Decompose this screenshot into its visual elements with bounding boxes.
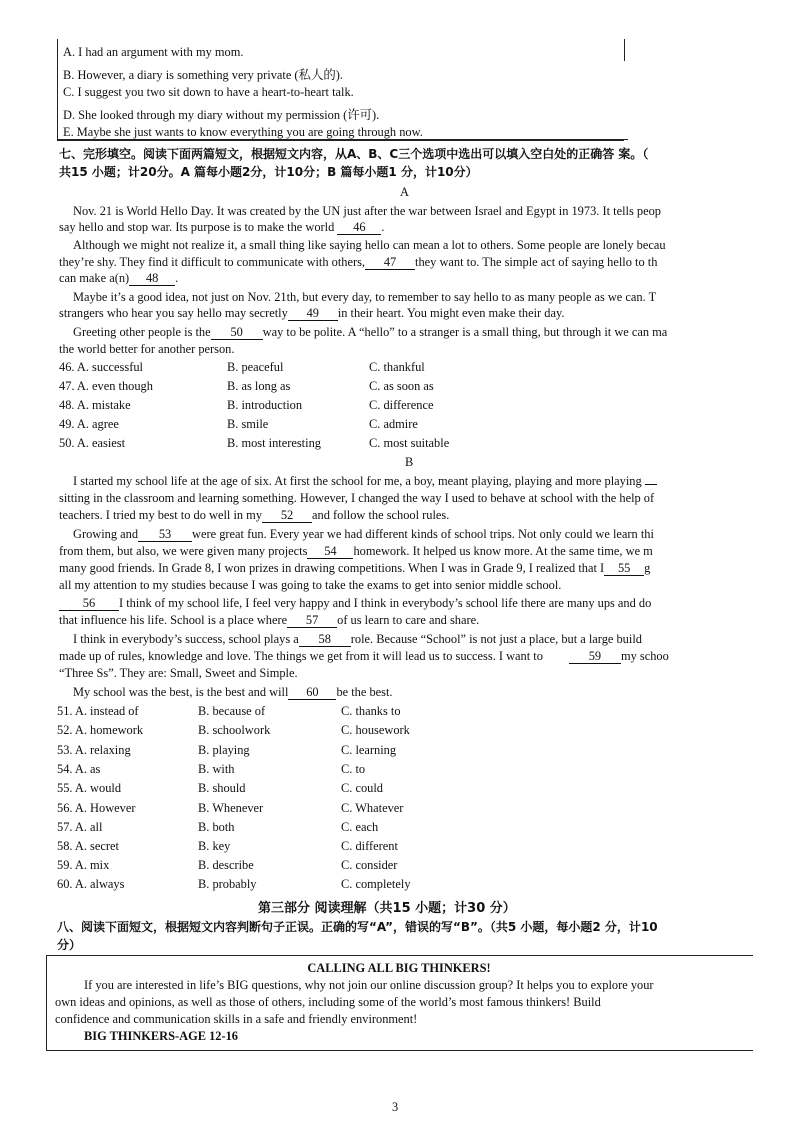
option-c: C. thanks to	[341, 704, 401, 718]
blank-46[interactable]: 46	[337, 221, 381, 235]
option-c: C. learning	[341, 743, 397, 757]
option-number: 54. A. as	[57, 762, 101, 776]
option-c: C. Whatever	[341, 801, 404, 815]
part3-title: 第三部分 阅读理解（共15 小题；计30 分）	[258, 901, 516, 916]
blank-49[interactable]: 49	[288, 307, 338, 321]
paragraph-line: I think in everybody’s success, school plays a 58 role. Because “School” is not just a place, but a large build	[73, 632, 642, 646]
option-b: B. probably	[198, 877, 257, 891]
paragraph-line: from them, but also, we were given many projects 54 homework. It helped us know more. At the same time, we m	[59, 544, 653, 558]
option-number: 58. A. secret	[57, 839, 119, 853]
blank-60[interactable]: 60	[288, 686, 336, 700]
notice-line: If you are interested in life’s BIG questions, why not join our online discussion group? It helps you to explore your	[84, 978, 654, 992]
option-c: C. could	[341, 781, 383, 795]
option-number: 48. A. mistake	[59, 398, 131, 412]
blank-59[interactable]: 59	[569, 650, 621, 664]
option-b: B. describe	[198, 858, 254, 872]
notice-subtitle: BIG THINKERS-AGE 12-16	[84, 1029, 238, 1043]
box-option-a: A. I had an argument with my mom.	[63, 45, 244, 59]
blank-47[interactable]: 47	[365, 256, 415, 270]
option-c: C. most suitable	[369, 436, 450, 450]
passage-b-label: B	[405, 455, 414, 469]
option-number: 46. A. successful	[59, 360, 143, 374]
option-c: C. to	[341, 762, 366, 776]
blank-50[interactable]: 50	[211, 326, 263, 340]
paragraph-line: I started my school life at the age of six. At first the school for me, a boy, meant playing, playing and more playing	[59, 473, 749, 489]
section7-heading: 七、完形填空。阅读下面两篇短文，根据短文内容，从A、B、C三个选项中选出可以填入空白处的正确答 案。（	[59, 147, 649, 161]
option-c: C. completely	[341, 877, 411, 891]
paragraph-line: can make a(n) 48 .	[59, 271, 179, 285]
paragraph-line: Growing and 53 were great fun. Every year we had different kinds of school trips. Not only could we learn thi	[73, 527, 654, 541]
option-b: B. both	[198, 820, 235, 834]
option-number: 59. A. mix	[57, 858, 110, 872]
option-c: C. as soon as	[369, 379, 434, 393]
option-b: B. smile	[227, 417, 269, 431]
option-c: C. each	[341, 820, 379, 834]
paragraph-line: say hello and stop war. Its purpose is to make the world 46 .	[59, 220, 385, 234]
blank-51[interactable]	[645, 484, 657, 485]
notice-line: own ideas and opinions, as well as those of others, including some of the world’s most famous thinkers! Build	[55, 995, 601, 1009]
option-b: B. introduction	[227, 398, 303, 412]
option-c: C. admire	[369, 417, 418, 431]
option-number: 56. A. However	[57, 801, 136, 815]
paragraph-line: that influence his life. School is a place where 57 of us learn to care and share.	[59, 613, 480, 627]
option-number: 51. A. instead of	[57, 704, 139, 718]
paragraph-line: they’re shy. They find it difficult to communicate with others, 47 they want to. The simple act of saying hello to th	[59, 255, 658, 269]
option-number: 49. A. agree	[59, 417, 119, 431]
section8-heading-2: 分）	[57, 938, 82, 952]
box-option-e: E. Maybe she just wants to know everything you are going through now.	[63, 125, 423, 139]
option-number: 55. A. would	[57, 781, 122, 795]
blank-55[interactable]: 55	[604, 562, 644, 576]
paragraph-line: all my attention to my studies because I was going to take the exams to get into senior middle school.	[59, 578, 562, 592]
option-c: C. different	[341, 839, 398, 853]
option-b: B. peaceful	[227, 360, 284, 374]
paragraph-line: My school was the best, is the best and will 60 be the best.	[73, 685, 393, 699]
section8-heading: 八、阅读下面短文，根据短文内容判断句子正误。正确的写“A”，错误的写“B”。（共5 小题，每小题2 分，计10	[57, 920, 658, 934]
blank-48[interactable]: 48	[129, 272, 175, 286]
option-number: 60. A. always	[57, 877, 125, 891]
blank-54[interactable]: 54	[307, 545, 353, 559]
paragraph-line: Although we might not realize it, a small thing like saying hello can mean a lot to others. Some people are lonely becau	[73, 238, 666, 252]
option-c: C. difference	[369, 398, 434, 412]
paragraph-line: the world better for another person.	[59, 342, 235, 356]
option-b: B. with	[198, 762, 235, 776]
blank-56[interactable]: 56	[59, 597, 119, 611]
option-c: C. consider	[341, 858, 398, 872]
option-b: B. Whenever	[198, 801, 264, 815]
option-number: 53. A. relaxing	[57, 743, 131, 757]
paragraph-line: Maybe it’s a good idea, not just on Nov. 21th, but every day, to remember to say hello to as many people as we can. T	[73, 290, 657, 304]
blank-57[interactable]: 57	[287, 614, 337, 628]
box-option-b: B. However, a diary is something very private (私人的).	[63, 68, 343, 82]
paragraph-line: “Three Ss”. They are: Small, Sweet and Simple.	[59, 666, 298, 680]
section7-heading-2: 共15 小题；计20分。A 篇每小题2分，计10分；B 篇每小题1 分，计10分）	[59, 165, 478, 179]
box-option-d: D. She looked through my diary without my permission (许可).	[63, 108, 380, 122]
paragraph-line: Nov. 21 is World Hello Day. It was created by the UN just after the war between Israel and Egypt in 1973. It tells peop	[73, 204, 661, 218]
option-number: 57. A. all	[57, 820, 103, 834]
page-number: 3	[392, 1100, 399, 1114]
notice-line: confidence and communication skills in a safe and friendly environment!	[55, 1012, 418, 1026]
option-b: B. key	[198, 839, 231, 853]
blank-52[interactable]: 52	[262, 509, 312, 523]
paragraph-line: Greeting other people is the 50 way to be polite. A “hello” to a stranger is a small thing, but through it we can ma	[73, 325, 668, 339]
option-number: 50. A. easiest	[59, 436, 126, 450]
paragraph-line: sitting in the classroom and learning something. However, I changed the way I used to behave at school with the help of	[59, 491, 655, 505]
option-b: B. because of	[198, 704, 266, 718]
paragraph-line: 56 I think of my school life, I feel very happy and I think in everybody’s school life there are many ups and do	[59, 595, 749, 611]
option-b: B. as long as	[227, 379, 291, 393]
passage-a-label: A	[400, 185, 409, 199]
option-b: B. playing	[198, 743, 250, 757]
option-number: 52. A. homework	[57, 723, 144, 737]
option-c: C. thankful	[369, 360, 425, 374]
paragraph-line: teachers. I tried my best to do well in my 52 and follow the school rules.	[59, 508, 450, 522]
option-b: B. schoolwork	[198, 723, 271, 737]
blank-53[interactable]: 53	[138, 528, 192, 542]
paragraph-line: strangers who hear you say hello may secretly 49 in their heart. You might even make their day.	[59, 306, 565, 320]
option-b: B. most interesting	[227, 436, 321, 450]
option-b: B. should	[198, 781, 246, 795]
paragraph-line: many good friends. In Grade 8, I won prizes in drawing competitions. When I was in Grade 9, I realized that I 55 g	[59, 561, 651, 575]
box-option-c: C. I suggest you two sit down to have a heart-to-heart talk.	[63, 85, 354, 99]
blank-58[interactable]: 58	[299, 633, 351, 647]
option-c: C. housework	[341, 723, 410, 737]
notice-title: CALLING ALL BIG THINKERS!	[307, 961, 491, 975]
paragraph-line: made up of rules, knowledge and love. The things we get from it will lead us to success. I want to 59 my schoo	[59, 649, 669, 663]
option-number: 47. A. even though	[59, 379, 153, 393]
